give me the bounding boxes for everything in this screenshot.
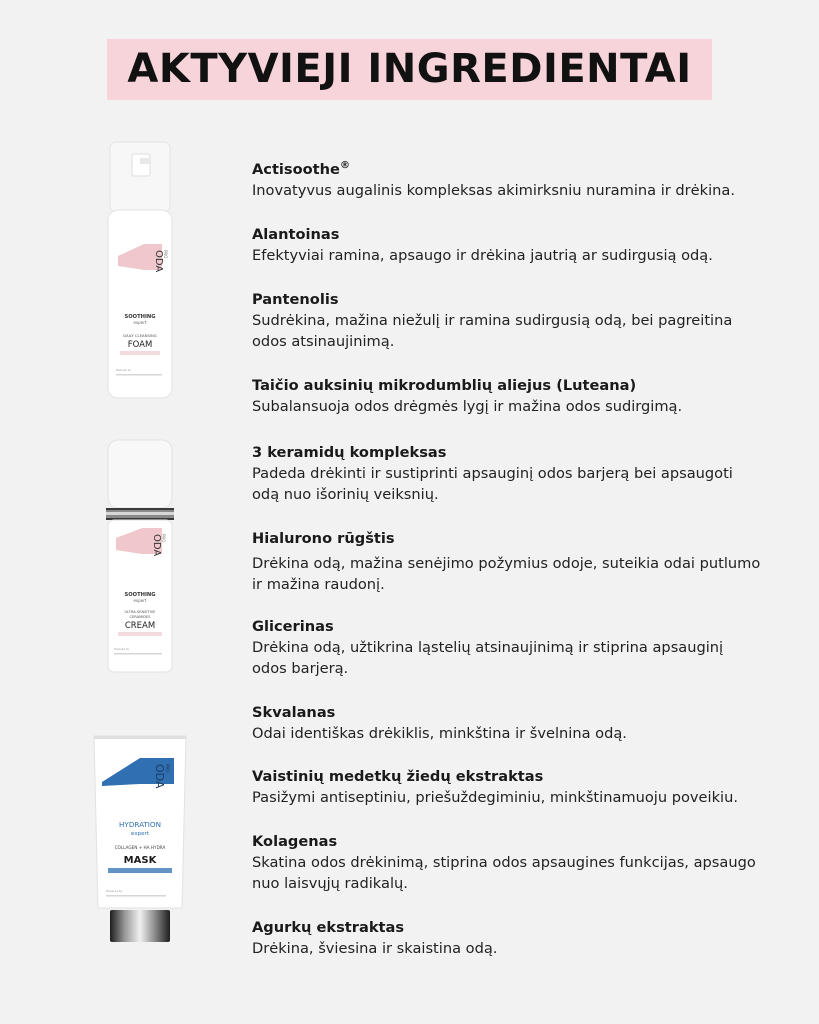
product-name-text: CREAM: [124, 621, 156, 631]
ingredient-desc: Drėkina, šviesina ir skaistina odą.: [252, 940, 498, 957]
product-line-text: SOOTHING: [124, 592, 156, 598]
product-line-sub-text: expert: [130, 831, 150, 837]
ingredient-name: Glicerinas: [252, 618, 334, 635]
brand-logo-text: ODA: [153, 764, 166, 789]
ingredient-desc: Efektyviai ramina, apsaugo ir drėkina jautrią ar sudirgusią odą.: [252, 247, 713, 264]
product-line-sub-text: expert: [133, 598, 147, 603]
ingredient-desc: Odai identiškas drėkiklis, minkština ir švelnina odą.: [252, 725, 627, 742]
ingredient-item: [252, 917, 762, 959]
brand-logo-text: ODA: [151, 534, 162, 557]
ingredient-desc: Drėkina odą, užtikrina ląstelių atsinaujinimą ir stiprina apsauginį odos barjerą.: [252, 639, 724, 677]
ingredient-item: [252, 375, 762, 417]
ingredient-desc: Skatina odos drėkinimą, stiprina odos apsaugines funkcijas, apsaugo nuo laisvųjų radikalų.: [252, 854, 756, 892]
ingredient-desc: Pasižymi antiseptiniu, priešuždegiminiu, minkštinamuoju poveikiu.: [252, 789, 738, 806]
ingredient-name: Agurkų ekstraktas: [252, 919, 405, 936]
product-line-sub-text: expert: [133, 320, 147, 325]
tube-cap: [110, 910, 170, 942]
ingredient-item: [252, 766, 762, 808]
ingredient-item: [252, 616, 762, 679]
brand-sub-text: PRO: [161, 534, 166, 543]
product-type-text: ULTRA-SENSITIVE: [124, 610, 156, 614]
ingredient-desc: Subalansuoja odos drėgmės lygį ir mažina odos sudirgimą.: [252, 398, 683, 415]
ingredient-desc: Drėkina odą, mažina senėjimo požymius odoje, suteikia odai putlumo ir mažina raudonį.: [252, 555, 761, 593]
ingredient-desc: Padeda drėkinti ir sustiprinti apsauginį odos barjerą bei apsaugoti odą nuo išorinių veiksnių.: [252, 465, 733, 503]
ingredient-name: Vaistinių medetkų žiedų ekstraktas: [252, 768, 544, 785]
ingredient-desc: Sudrėkina, mažina niežulį ir ramina sudirgusią odą, bei pagreitina odos atsinaujinimą.: [252, 312, 733, 350]
ingredient-item: [252, 289, 762, 352]
product-type-text: DAILY CLEANSING: [123, 333, 157, 338]
product-type-text: CERAMIDES: [129, 615, 151, 619]
foam-bottle-image: [104, 138, 176, 402]
product-type-text: COLLAGEN + HA HYDRA: [114, 845, 166, 850]
ingredient-name: Actisoothe®: [252, 160, 350, 178]
ingredient-desc: Inovatyvus augalinis kompleksas akimirksniu nuramina ir drėkina.: [252, 181, 735, 199]
product-name-text: FOAM: [127, 340, 153, 350]
mask-tube-image: [90, 732, 190, 946]
brand-sub-text: PRO: [163, 250, 168, 259]
ingredient-name: Taičio auksinių mikrodumblių aliejus (Luteana): [252, 377, 637, 394]
ingredient-item: [252, 224, 762, 266]
ingredient-item: [252, 155, 762, 201]
ingredient-name: Skvalanas: [252, 704, 336, 721]
ingredient-name: Kolagenas: [252, 833, 338, 850]
product-line-text: HYDRATION: [119, 820, 161, 829]
product-name-text: MASK: [123, 855, 157, 866]
ingredient-name: Hialurono rūgštis: [252, 530, 395, 547]
ingredient-name: 3 keramidų kompleksas: [252, 444, 447, 461]
brand-logo-text: ODA: [153, 250, 164, 273]
ingredient-item: [252, 831, 762, 894]
ingredient-item: [252, 442, 762, 505]
cream-bottle-image: [102, 436, 178, 676]
product-line-text: SOOTHING: [124, 314, 156, 320]
powered-by-text: Powered by: [106, 889, 123, 893]
powered-by-text: Powered by: [114, 648, 130, 651]
ingredient-name: Pantenolis: [252, 291, 339, 308]
page-title: AKTYVIEJI INGREDIENTAI: [127, 46, 692, 92]
brand-sub-text: PRO: [165, 764, 170, 773]
ingredient-item: [252, 702, 762, 744]
ingredient-name: Alantoinas: [252, 226, 340, 243]
powered-by-text: Powered by: [116, 369, 132, 372]
ingredient-item: [252, 528, 762, 595]
